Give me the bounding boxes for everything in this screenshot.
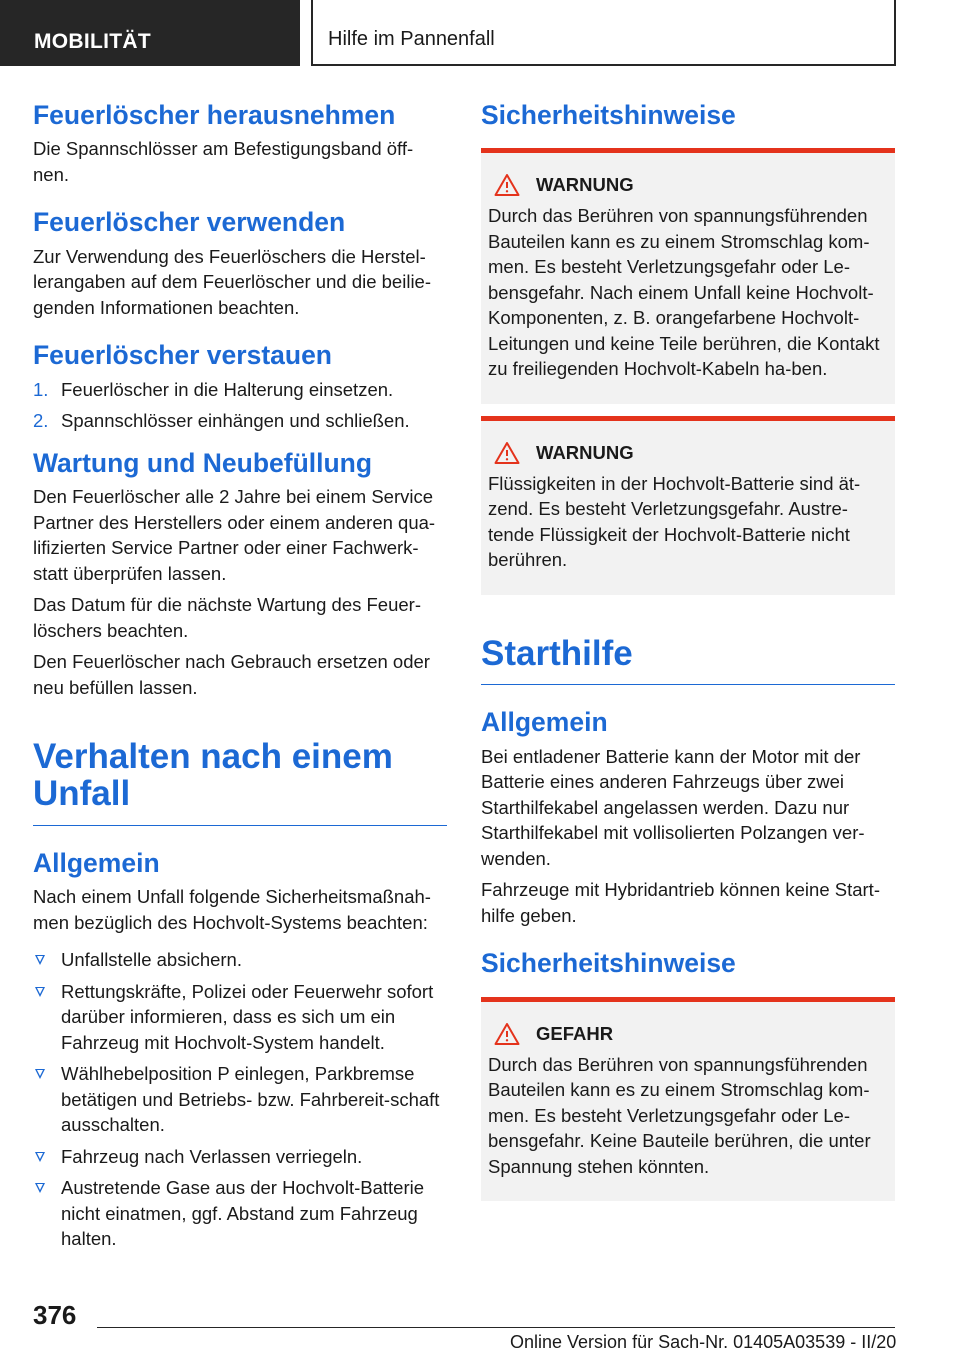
list-item bbox=[33, 1175, 447, 1252]
triangle-bullet-icon bbox=[35, 955, 45, 965]
page-number: 376 bbox=[33, 1300, 77, 1330]
paragraph: Den Feuerlöscher alle 2 Jahre bei einem Service Partner des Herstellers oder einem anderen qua-lifizierten Service Partner oder einer Fachwerk-statt überprüfen lassen. bbox=[33, 486, 436, 584]
warning-header bbox=[488, 441, 887, 465]
bullet-text: Austretende Gase aus der Hochvolt-Batterie nicht einatmen, ggf. Abstand zum Fahrzeug halten. bbox=[61, 1177, 424, 1250]
paragraph: Das Datum für die nächste Wartung des Feuer-löschers beachten. bbox=[33, 594, 421, 641]
warning-label: WARNUNG bbox=[536, 441, 634, 463]
section-title: Wartung und Neubefüllung bbox=[33, 447, 373, 478]
footer-divider bbox=[97, 1327, 895, 1328]
chapter-title: Verhalten nach einem Unfall bbox=[33, 738, 447, 825]
paragraph: Die Spannschlösser am Befestigungsband öff-nen. bbox=[33, 138, 414, 185]
warning-triangle-icon bbox=[494, 441, 520, 465]
paragraph: Den Feuerlöscher nach Gebrauch ersetzen oder neu befüllen lassen. bbox=[33, 651, 430, 698]
right-column bbox=[481, 100, 895, 1201]
step-text: Spannschlösser einhängen und schließen. bbox=[61, 410, 410, 432]
chapter-tab: Hilfe im Pannenfall bbox=[311, 0, 896, 66]
step-text: Feuerlöscher in die Halterung einsetzen. bbox=[61, 378, 394, 400]
list-item bbox=[33, 947, 447, 973]
warning-triangle-icon bbox=[494, 1022, 520, 1046]
paragraph: Fahrzeuge mit Hybridantrieb können keine Start-hilfe geben. bbox=[481, 879, 880, 926]
section-title: Feuerlöscher verstauen bbox=[33, 340, 332, 371]
section-tab: MOBILITÄT bbox=[0, 0, 300, 66]
triangle-bullet-icon bbox=[35, 1183, 45, 1193]
chapter-title: Starthilfe bbox=[481, 635, 895, 685]
warning-header bbox=[488, 1022, 887, 1046]
warning-header bbox=[488, 173, 887, 197]
danger-box bbox=[481, 997, 895, 1202]
page-header bbox=[0, 0, 960, 66]
left-column bbox=[33, 100, 447, 1258]
bullet-text: Rettungskräfte, Polizei oder Feuerwehr sofort darüber informieren, dass es sich um ein Fahrzeug mit Hochvolt-System handelt. bbox=[61, 980, 434, 1053]
triangle-bullet-icon bbox=[35, 987, 45, 997]
section-title: Feuerlöscher verwenden bbox=[33, 207, 346, 238]
warning-box bbox=[481, 416, 895, 595]
danger-label: GEFAHR bbox=[536, 1022, 614, 1044]
step-number: 1. bbox=[33, 378, 49, 400]
paragraph: Zur Verwendung des Feuerlöschers die Herstel-lerangaben auf dem Feuerlöscher und die beilie-genden Informationen beachten. bbox=[33, 245, 432, 318]
warning-label: WARNUNG bbox=[536, 174, 634, 196]
section-title: Feuerlöscher herausnehmen bbox=[33, 100, 396, 130]
bullet-list bbox=[33, 947, 447, 1252]
section-title: Sicherheitshinweise bbox=[481, 948, 736, 979]
footer-text: Online Version für Sach-Nr. 01405A03539 - II/20 bbox=[510, 1332, 897, 1352]
triangle-bullet-icon bbox=[35, 1152, 45, 1162]
list-item bbox=[33, 1144, 447, 1170]
list-item bbox=[33, 408, 447, 434]
warning-box bbox=[481, 148, 895, 404]
warning-triangle-icon bbox=[494, 173, 520, 197]
section-title: Allgemein bbox=[33, 847, 160, 878]
list-item bbox=[33, 377, 447, 403]
warning-text: Durch das Berühren von spannungsführenden Bauteilen kann es zu einem Stromschlag kom-men. Es besteht Verletzungsgefahr oder Le-bensgefahr. Keine Bauteile berühren, die unter Spannung stehen könnten. bbox=[488, 1053, 871, 1177]
warning-text: Durch das Berühren von spannungsführenden Bauteilen kann es zu einem Stromschlag kom-men. Es besteht Verletzungsgefahr oder Le-bensgefahr. Nach einem Unfall keine Hochvolt-Komponenten, z. B. orangefarbene Hochvolt-Leitungen und keine Teile berühren, die Kontakt zu freiliegenden Hochvolt-Kabeln ha-ben. bbox=[488, 205, 880, 380]
paragraph: Nach einem Unfall folgende Sicherheitsmaßnah-men bezüglich des Hochvolt-Systems beachten: bbox=[33, 886, 431, 933]
warning-text: Flüssigkeiten in der Hochvolt-Batterie sind ät-zend. Es besteht Verletzungsgefahr. Austre-tende Flüssigkeit der Hochvolt-Batterie nicht berühren. bbox=[488, 472, 861, 571]
paragraph: Bei entladener Batterie kann der Motor mit der Batterie eines anderen Fahrzeugs über zwei Starthilfekabel angelassen werden. Dazu nur Starthilfekabel mit vollisolierten Polzangen ver-wenden. bbox=[481, 745, 865, 869]
section-title: Sicherheitshinweise bbox=[481, 100, 736, 130]
list-item bbox=[33, 1061, 447, 1138]
bullet-text: Fahrzeug nach Verlassen verriegeln. bbox=[61, 1145, 363, 1167]
section-title: Allgemein bbox=[481, 707, 608, 738]
step-number: 2. bbox=[33, 410, 49, 432]
bullet-text: Unfallstelle absichern. bbox=[61, 949, 242, 971]
triangle-bullet-icon bbox=[35, 1069, 45, 1079]
list-item bbox=[33, 979, 447, 1056]
steps-list bbox=[33, 377, 447, 434]
bullet-text: Wählhebelposition P einlegen, Parkbremse betätigen und Betriebs- bzw. Fahrbereit-schaft ausschalten. bbox=[61, 1063, 440, 1136]
